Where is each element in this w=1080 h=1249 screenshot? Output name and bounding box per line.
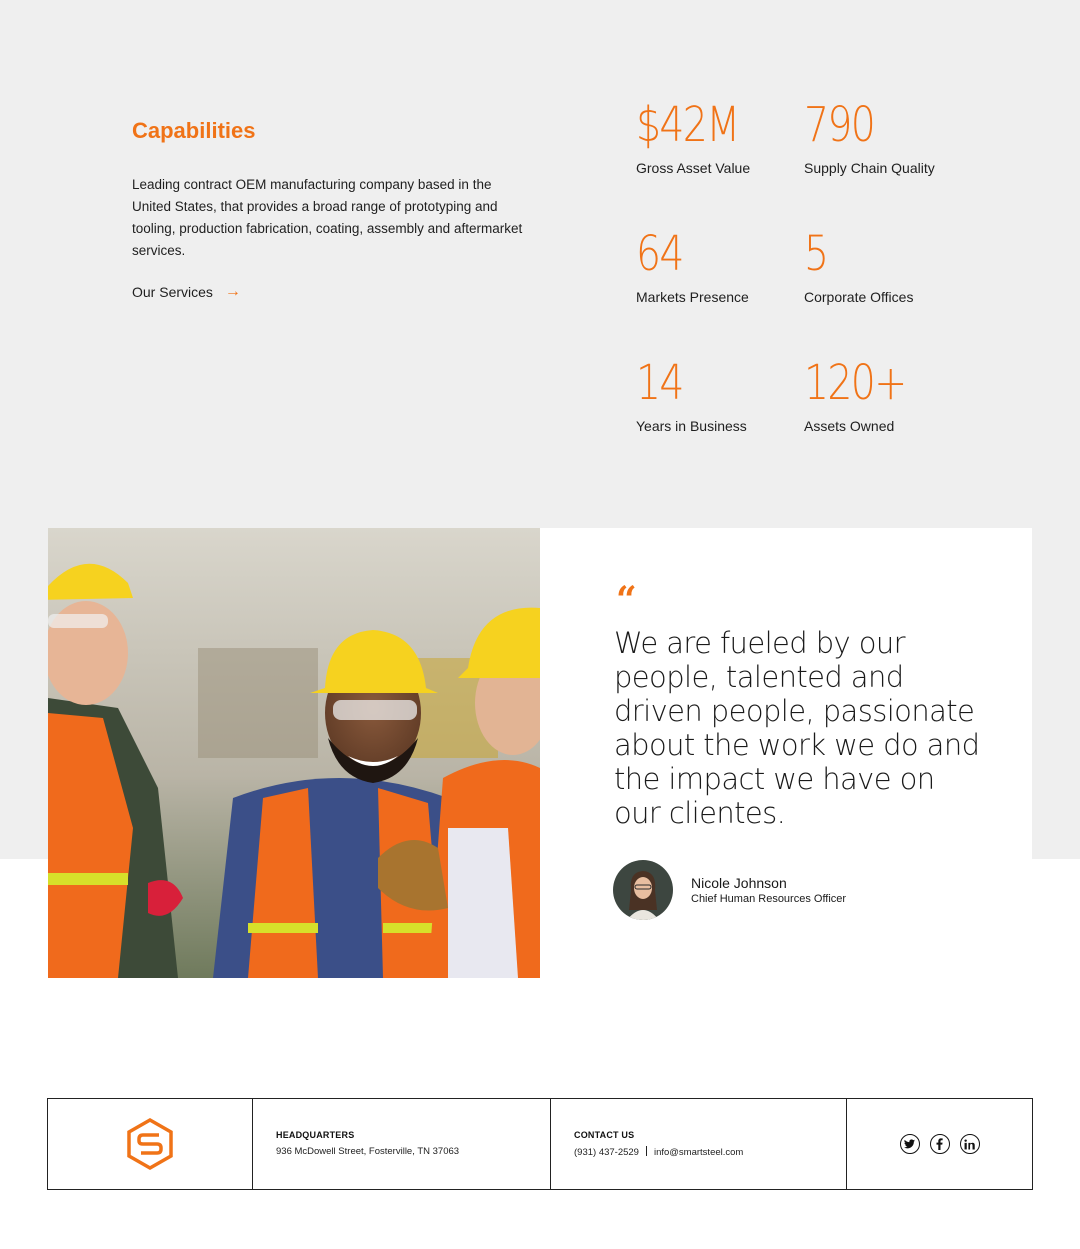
stat-label: Assets Owned [804,418,895,434]
stat-label: Corporate Offices [804,289,914,305]
contact-details [574,1146,846,1158]
stat-label: Markets Presence [636,289,749,305]
facebook-icon[interactable] [930,1134,950,1154]
stat-corporate-offices [804,226,914,305]
stat-label: Supply Chain Quality [804,160,935,176]
stat-label: Gross Asset Value [636,160,751,176]
stat-value: 14 [636,355,683,411]
headquarters-heading: HEADQUARTERS [276,1130,355,1140]
footer-social [847,1099,1032,1189]
contact-email[interactable]: info@smartsteel.com [653,1147,744,1158]
footer [47,1098,1033,1190]
stat-value: 120+ [804,355,906,411]
stat-value: $42M [636,97,739,153]
twitter-icon[interactable] [900,1134,920,1154]
testimonial-quote: We are fueled by our people, talented and driven people, passionate about the work we do and the impact we have on our clientes. [614,626,980,830]
stat-markets-presence [636,226,749,305]
linkedin-icon[interactable] [960,1134,980,1154]
footer-logo-cell [48,1099,253,1189]
stat-gross-asset-value [636,97,761,176]
capabilities-description: Leading contract OEM manufacturing company based in the United States, that provides a broad range of prototyping and tooling, production fabrication, coating, assembly and aftermarket services. [132,177,523,258]
workers-photo [48,528,540,978]
arrow-right-icon: → [224,283,241,300]
stat-value: 5 [804,226,828,282]
divider [646,1146,647,1156]
stat-supply-chain-quality [804,97,935,176]
headquarters-address: 936 McDowell Street, Fosterville, TN 37063 [276,1146,460,1157]
footer-headquarters [253,1099,551,1189]
stat-assets-owned [804,355,928,434]
stat-years-in-business [636,355,747,434]
our-services-label: Our Services [132,284,213,300]
capabilities-title: Capabilities [132,118,256,143]
stat-label: Years in Business [636,418,747,434]
contact-heading: CONTACT US [574,1130,635,1140]
footer-contact [551,1099,847,1189]
stat-value: 790 [804,97,875,153]
author-name: Nicole Johnson [691,875,787,891]
author-role: Chief Human Resources Officer [691,893,847,905]
avatar [613,860,673,920]
testimonial-author [613,860,846,920]
stat-value: 64 [636,226,683,282]
quote-mark-icon: “ [616,579,637,621]
company-logo-icon[interactable] [126,1117,174,1171]
contact-phone[interactable]: (931) 437-2529 [574,1147,639,1158]
our-services-link[interactable] [132,284,241,300]
